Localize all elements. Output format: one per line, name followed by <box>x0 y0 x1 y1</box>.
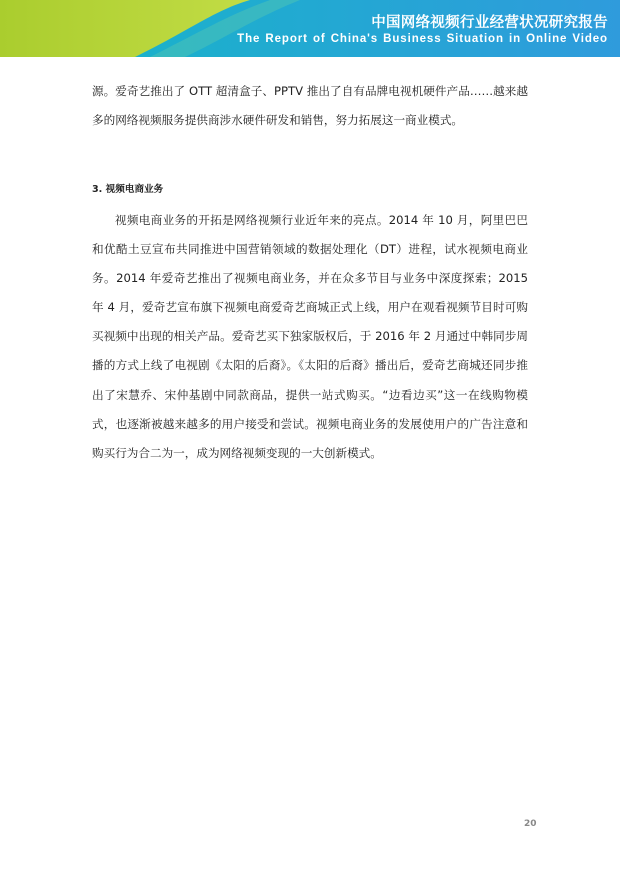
page-number: 20 <box>524 819 537 829</box>
body-content <box>92 77 528 135</box>
paragraph-1: 源。爱奇艺推出了 OTT 超清盒子、PPTV 推出了自有品牌电视机硬件产品……越来越多的网络视频服务提供商涉水硬件研发和销售，努力拓展这一商业模式。 <box>92 84 528 128</box>
paragraph-2: 视频电商业务的开拓是网络视频行业近年来的亮点。2014 年 10 月，阿里巴巴和优酷土豆宣布共同推进中国营销领域的数据处理化（DT）进程，试水视频电商业务。2014 年爱奇艺推出了视频电商业务，并在众多节目与业务中深度探索；2015 年 4 月，爱奇艺宣布旗下视频电商爱奇艺商城正式上线，用户在观看视频节目时可购买视频中出现的相关产品。爱奇艺买下独家版权后，于 2016 年 2 月通过中韩同步周播的方式上线了电视剧《太阳的后裔》。《太阳的后裔》播出后，爱奇艺商城还同步推出了宋慧乔、宋仲基剧中同款商品，提供一站式购买。“边看边买”这一在线购物模式，也逐渐被越来越多的用户接受和尝试。视频电商业务的发展使用户的广告注意和购买行为合二为一，成为网络视频变现的一大创新模式。 <box>92 213 528 460</box>
section-heading: 3. 视频电商业务 <box>92 184 164 195</box>
report-subtitle: The Report of China's Business Situation in Online Video <box>237 33 608 45</box>
report-title: 中国网络视频行业经营状况研究报告 <box>371 15 608 31</box>
page-header-banner <box>0 0 620 57</box>
